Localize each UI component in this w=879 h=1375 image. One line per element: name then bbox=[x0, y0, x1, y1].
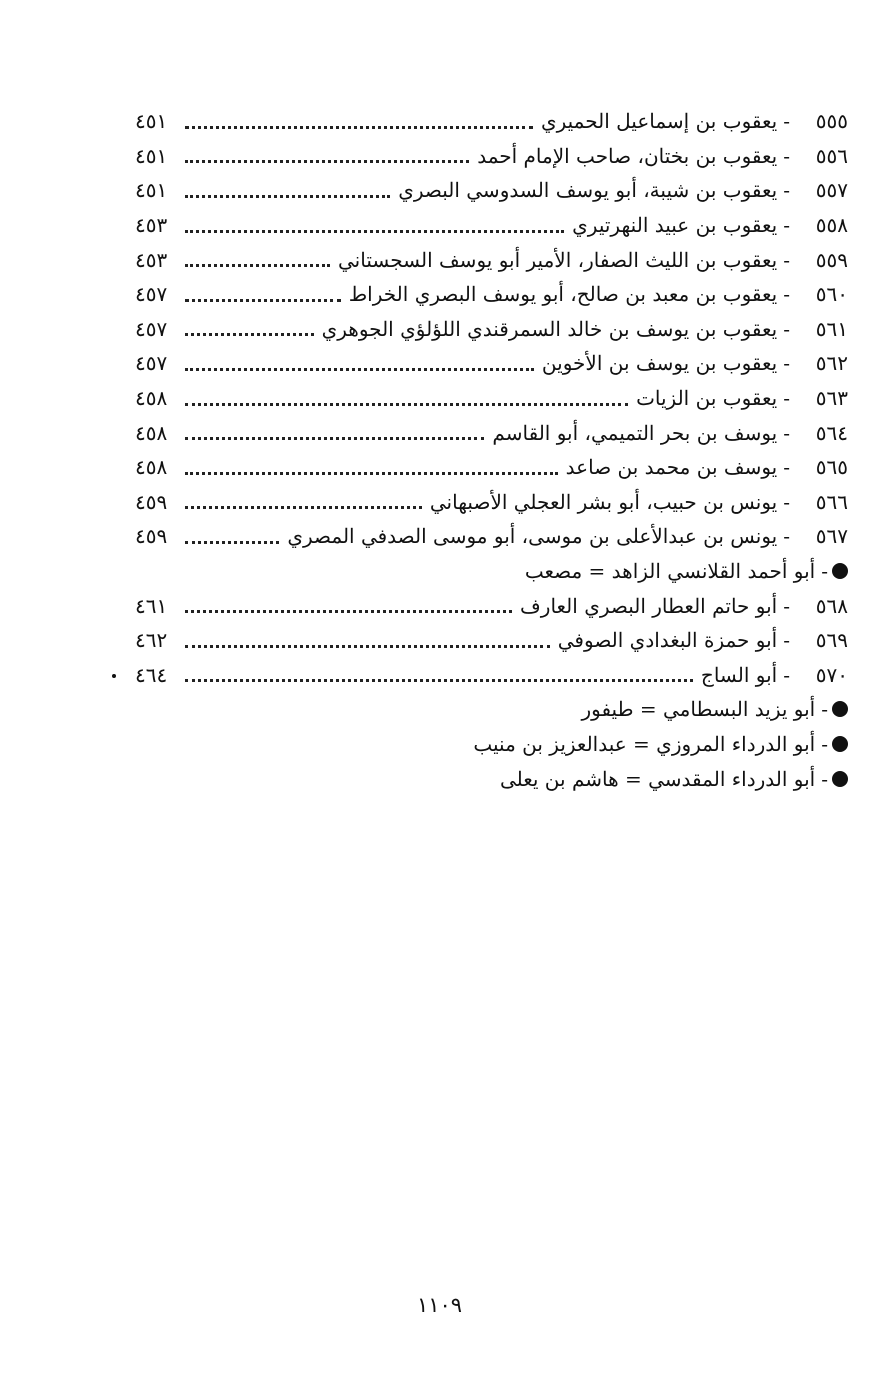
entry-dash: - bbox=[783, 455, 790, 480]
entry-dash: - bbox=[821, 766, 828, 791]
index-entry bbox=[135, 415, 848, 450]
entry-title: يعقوب بن الليث الصفار، الأمير أبو يوسف السجستاني bbox=[338, 247, 778, 272]
entry-title: أبو حاتم العطار البصري العارف bbox=[520, 593, 778, 618]
stray-dot bbox=[112, 674, 116, 678]
entry-number: ٥٦٢ bbox=[815, 351, 848, 376]
entry-number: ٥٦٩ bbox=[815, 628, 848, 653]
entry-title: يعقوب بن بختان، صاحب الإمام أحمد bbox=[477, 143, 778, 168]
bullet-icon bbox=[832, 771, 848, 787]
index-entry bbox=[135, 381, 848, 416]
entry-page-number: ٤٥٨ bbox=[135, 386, 168, 411]
entry-number: ٥٥٨ bbox=[815, 213, 848, 238]
entry-number: ٥٦٧ bbox=[815, 524, 848, 549]
entry-dash: - bbox=[821, 697, 828, 722]
dot-leader bbox=[185, 645, 550, 648]
entry-dash: - bbox=[783, 282, 790, 307]
index-entry bbox=[135, 346, 848, 381]
entry-dash: - bbox=[783, 593, 790, 618]
entry-page-number: ٤٦٤ bbox=[135, 662, 168, 687]
dot-leader bbox=[185, 195, 390, 198]
entry-number: ٥٦٤ bbox=[815, 420, 848, 445]
entry-dash: - bbox=[783, 143, 790, 168]
index-entry bbox=[135, 139, 848, 174]
dot-leader bbox=[185, 472, 558, 475]
index-entry bbox=[135, 104, 848, 139]
bullet-icon bbox=[832, 736, 848, 752]
bullet-icon bbox=[832, 701, 848, 717]
entry-title: يوسف بن بحر التميمي، أبو القاسم bbox=[492, 420, 778, 445]
index-entry bbox=[135, 485, 848, 520]
entry-number: ٥٦٠ bbox=[815, 282, 848, 307]
entry-page-number: ٤٥٨ bbox=[135, 420, 168, 445]
entry-page-number: ٤٥٣ bbox=[135, 247, 168, 272]
cross-reference-entry bbox=[135, 727, 848, 762]
entry-page-number: ٤٦١ bbox=[135, 593, 168, 618]
dot-leader bbox=[185, 506, 422, 509]
entry-number: ٥٦٣ bbox=[815, 386, 848, 411]
dot-leader bbox=[185, 368, 534, 371]
entry-title: يونس بن حبيب، أبو بشر العجلي الأصبهاني bbox=[429, 489, 778, 514]
dot-leader bbox=[185, 299, 341, 302]
entry-dash: - bbox=[821, 559, 828, 584]
entry-title: أبو يزيد البسطامي = طيفور bbox=[581, 697, 816, 722]
entry-title: يوسف بن محمد بن صاعد bbox=[565, 455, 778, 480]
entry-page-number: ٤٥١ bbox=[135, 178, 168, 203]
entry-dash: - bbox=[783, 628, 790, 653]
entry-page-number: ٤٥٨ bbox=[135, 455, 168, 480]
index-entry bbox=[135, 173, 848, 208]
index-entry bbox=[135, 623, 848, 658]
entry-title: يعقوب بن شيبة، أبو يوسف السدوسي البصري bbox=[398, 178, 778, 203]
dot-leader bbox=[185, 126, 533, 129]
entry-page-number: ٤٥٧ bbox=[135, 316, 168, 341]
entry-title: يعقوب بن معبد بن صالح، أبو يوسف البصري الخراط bbox=[348, 282, 778, 307]
entry-title: يعقوب بن إسماعيل الحميري bbox=[540, 109, 778, 134]
entry-page-number: ٤٥٣ bbox=[135, 213, 168, 238]
entry-title: أبو الدرداء المقدسي = هاشم بن يعلى bbox=[499, 766, 816, 791]
entry-title: يعقوب بن الزيات bbox=[636, 386, 778, 411]
index-entry bbox=[135, 519, 848, 554]
dot-leader bbox=[185, 610, 512, 613]
index-entry bbox=[135, 242, 848, 277]
dot-leader bbox=[185, 403, 628, 406]
index-entry bbox=[135, 277, 848, 312]
entry-title: أبو حمزة البغدادي الصوفي bbox=[557, 628, 778, 653]
entry-title: أبو الساج bbox=[700, 662, 778, 687]
entry-page-number: ٤٥١ bbox=[135, 109, 168, 134]
entry-number: ٥٧٠ bbox=[815, 662, 848, 687]
entry-dash: - bbox=[783, 662, 790, 687]
entry-dash: - bbox=[783, 351, 790, 376]
entry-number: ٥٥٦ bbox=[815, 143, 848, 168]
entry-number: ٥٦٥ bbox=[815, 455, 848, 480]
entry-title: يعقوب بن يوسف بن خالد السمرقندي اللؤلؤي الجوهري bbox=[321, 316, 778, 341]
entry-page-number: ٤٥١ bbox=[135, 143, 168, 168]
entry-title: أبو أحمد القلانسي الزاهد = مصعب bbox=[524, 559, 816, 584]
entry-dash: - bbox=[783, 178, 790, 203]
entry-dash: - bbox=[783, 247, 790, 272]
cross-reference-entry bbox=[135, 554, 848, 589]
entry-dash: - bbox=[783, 213, 790, 238]
entry-dash: - bbox=[783, 386, 790, 411]
dot-leader bbox=[185, 333, 314, 336]
index-entry bbox=[135, 658, 848, 693]
entry-page-number: ٤٥٧ bbox=[135, 282, 168, 307]
entry-number: ٥٦٦ bbox=[815, 489, 848, 514]
entry-page-number: ٤٥٧ bbox=[135, 351, 168, 376]
cross-reference-entry bbox=[135, 761, 848, 796]
entry-number: ٥٥٧ bbox=[815, 178, 848, 203]
entry-title: أبو الدرداء المروزي = عبدالعزيز بن منيب bbox=[473, 731, 816, 756]
entry-dash: - bbox=[821, 731, 828, 756]
index-entry bbox=[135, 450, 848, 485]
entry-number: ٥٦٨ bbox=[815, 593, 848, 618]
index-list bbox=[135, 104, 848, 796]
dot-leader bbox=[185, 437, 484, 440]
entry-dash: - bbox=[783, 524, 790, 549]
entry-dash: - bbox=[783, 489, 790, 514]
entry-title: يعقوب بن عبيد النهرتيري bbox=[572, 213, 778, 238]
entry-page-number: ٤٥٩ bbox=[135, 524, 168, 549]
dot-leader bbox=[185, 679, 693, 682]
entry-dash: - bbox=[783, 316, 790, 341]
index-entry bbox=[135, 312, 848, 347]
index-entry bbox=[135, 208, 848, 243]
dot-leader bbox=[185, 230, 564, 233]
entry-number: ٥٥٩ bbox=[815, 247, 848, 272]
entry-number: ٥٦١ bbox=[815, 316, 848, 341]
dot-leader bbox=[185, 160, 469, 163]
index-entry bbox=[135, 588, 848, 623]
entry-title: يعقوب بن يوسف بن الأخوين bbox=[541, 351, 778, 376]
entry-number: ٥٥٥ bbox=[815, 109, 848, 134]
entry-page-number: ٤٥٩ bbox=[135, 489, 168, 514]
cross-reference-entry bbox=[135, 692, 848, 727]
entry-dash: - bbox=[783, 109, 790, 134]
dot-leader bbox=[185, 264, 330, 267]
bullet-icon bbox=[832, 563, 848, 579]
entry-dash: - bbox=[783, 420, 790, 445]
entry-title: يونس بن عبدالأعلى بن موسى، أبو موسى الصدفي المصري bbox=[287, 524, 778, 549]
entry-page-number: ٤٦٢ bbox=[135, 628, 168, 653]
dot-leader bbox=[185, 541, 279, 544]
page-number: ١١٠٩ bbox=[416, 1293, 463, 1317]
